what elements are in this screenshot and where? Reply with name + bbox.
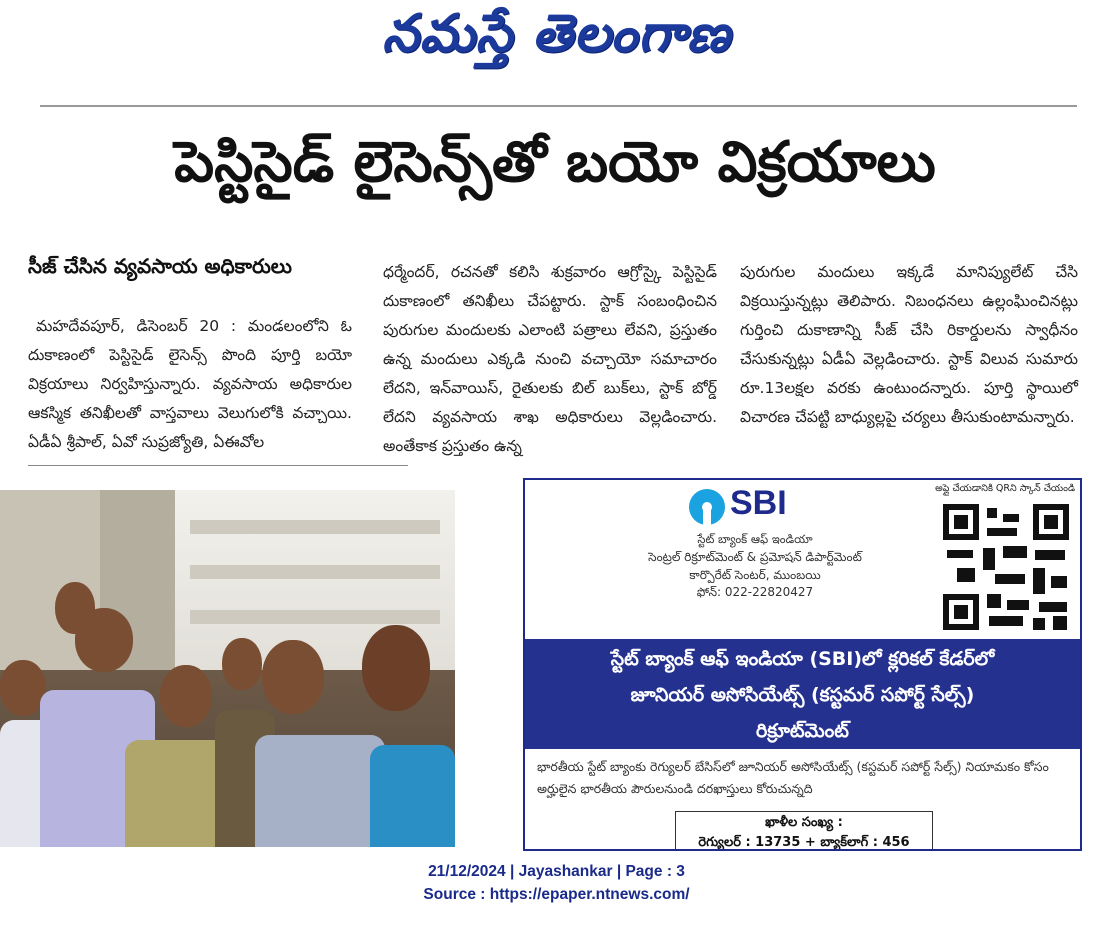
ad-banner-line-3: రిక్రూట్‌మెంట్ (756, 720, 849, 742)
article-column-1: మహదేవపూర్, డిసెంబర్ 20 : మండలంలోని ఓ దుకాణంలో పెస్టిసైడ్ లైసెన్స్ పొంది పూర్తి బయో విక్రయాలు నిర్వహిస్తున్నారు. వ్యవసాయ అధికారుల ఆకస్మిక తనిఖీలతో వాస్తవాలు వెలుగులోకి వచ్చాయి. ఏడీఏ శ్రీపాల్, ఏవో సుప్రజ్యోతి, ఏఈవోల (28, 317, 352, 451)
newspaper-masthead: నమస్తే తెలంగాణ (382, 4, 731, 64)
sbi-logo-icon (689, 489, 725, 525)
page-footer (0, 860, 1113, 906)
footer-date-edition: 21/12/2024 | Jayashankar | Page : 3 (428, 863, 685, 880)
news-photo (0, 490, 455, 847)
article-column-2: ధర్మేందర్, రచనతో కలిసి శుక్రవారం ఆగ్రోస్కై పెస్టిసైడ్ దుకాణంలో తనిఖీలు చేపట్టారు. స్టాక్ సంబంధించిన పురుగుల మందులకు ఎలాంటి పత్రాలు లేవని, ప్రస్తుతం ఉన్న మందులు ఎక్కడి నుంచి వచ్చాయో సమాచారం లేదని, ఇన్‌వాయిస్, రైతులకు బిల్ బుక్‌లు, స్టాక్ బోర్డ్ లేదని వ్యవసాయ శాఖ అధికారులు వెల్లడించారు. అంతేకాక ప్రస్తుతం ఉన్న (383, 263, 717, 455)
vacancy-value: రెగ్యులర్ : 13735 + బ్యాక్‌లాగ్ : 456 (698, 835, 910, 850)
article-column-3: పురుగుల మందులు ఇక్కడే మానిప్యులేట్ చేసి విక్రయిస్తున్నట్లు తెలిపారు. నిబంధనలు ఉల్లంఘించినట్లు గుర్తించి దుకాణాన్ని సీజ్ చేసి రికార్డులను స్వాధీనం చేసుకున్నట్లు ఏడీఏ వెల్లడించారు. స్టాక్ విలువ సుమారు రూ.13లక్షల వరకు ఉంటుందన్నారు. పూర్తి స్థాయిలో విచారణ చేపట్టి బాధ్యుల్లపై చర్యలు తీసుకుంటామన్నారు. (740, 263, 1078, 426)
vacancy-label: ఖాళీల సంఖ్య : (765, 815, 843, 830)
ad-phone: ఫోన్: 022-22820427 (696, 585, 814, 599)
column-divider (28, 465, 408, 466)
footer-source[interactable]: Source : https://epaper.ntnews.com/ (423, 886, 690, 903)
qr-caption: అప్లై చేయడానికి QRని స్కాన్ చేయండి (935, 483, 1075, 494)
article-headline: పెస్టిసైడ్ లైసెన్స్‌తో బయో విక్రయాలు (174, 130, 936, 195)
ad-banner (525, 639, 1080, 749)
ad-bank-name: స్టేట్ బ్యాంక్ ఆఫ్ ఇండియా (697, 532, 813, 546)
ad-department: సెంట్రల్ రిక్రూట్‌మెంట్ & ప్రమోషన్ డిపార్ట్‌మెంట్ (648, 550, 862, 564)
sbi-brand: SBI (730, 484, 787, 522)
masthead-divider (40, 105, 1077, 107)
ad-banner-line-1: స్టేట్ బ్యాంక్ ఆఫ్ ఇండియా (SBI)లో క్లరికల్ కేడర్‌లో (610, 648, 995, 670)
ad-banner-line-2: జూనియర్ అసోసియేట్స్ (కస్టమర్ సపోర్ట్ సేల్స్) (630, 684, 975, 706)
qr-code-icon[interactable] (943, 504, 1069, 630)
article-subheadline: సీజ్ చేసిన వ్యవసాయ అధికారులు (28, 254, 292, 278)
ad-body-text: భారతీయ స్టేట్ బ్యాంకు రెగ్యులర్ బేసిస్‌లో జూనియర్ అసోసియేట్స్ (కస్టమర్ సపోర్ట్ సేల్స్) నియామకం కోసం అర్హులైన భారతీయ పౌరులనుండి దరఖాస్తులు కోరుచున్నది (537, 759, 1049, 796)
sbi-recruitment-ad (523, 478, 1082, 851)
vacancy-box (675, 811, 933, 851)
ad-office: కార్పొరేట్ సెంటర్, ముంబయి (689, 568, 821, 582)
